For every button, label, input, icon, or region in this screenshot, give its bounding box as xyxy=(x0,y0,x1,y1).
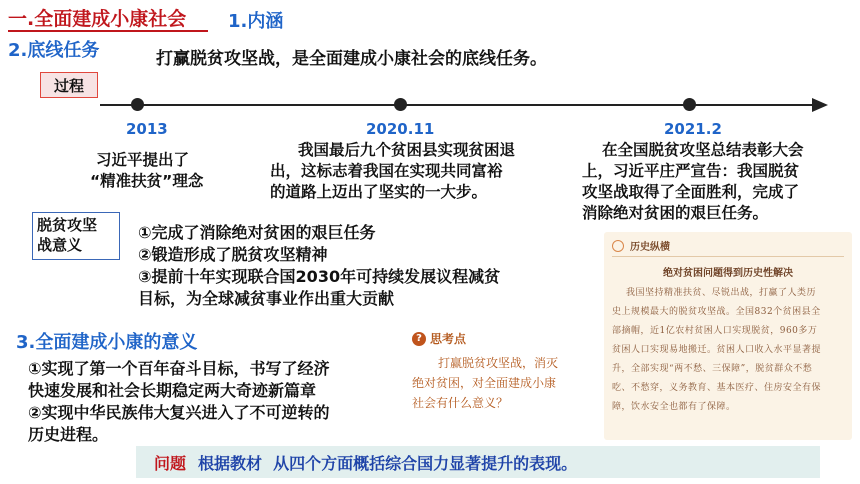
history-card-header-text: 历史纵横 xyxy=(630,242,670,253)
think-line: 社会有什么意义？ xyxy=(412,396,509,410)
section1-title: 一.全面建成小康社会 xyxy=(8,8,187,30)
history-card-line: 部摘帽，近1亿农村贫困人口实现脱贫，960多万 xyxy=(612,326,818,336)
think-header xyxy=(412,330,582,347)
history-card-title: 绝对贫困问题得到历史性解决 xyxy=(663,268,793,279)
event-2013-text xyxy=(90,150,204,192)
significance-item: ③提前十年实现联合国2030年可持续发展议程减贫 xyxy=(138,267,501,286)
history-card-header xyxy=(612,238,670,253)
section3-item: ①实现了第一个百年奋斗目标，书写了经济 xyxy=(28,359,330,378)
sub1-title: 1.内涵 xyxy=(228,11,284,32)
history-card-line: 史上规模最大的脱贫攻坚战。全国832个贫困县全 xyxy=(612,307,821,317)
pen-icon xyxy=(612,240,624,252)
history-card-line: 升，全部实现“两不愁、三保障”，脱贫群众不愁 xyxy=(612,364,813,374)
event-2021-text xyxy=(582,140,804,224)
section3-list xyxy=(28,358,330,446)
history-card-text xyxy=(612,284,848,417)
think-point xyxy=(412,330,582,426)
event-2013-line: “精准扶贫”理念 xyxy=(90,172,204,190)
history-card xyxy=(604,232,852,440)
event-2021-line: 上，习近平庄严宣告：我国脱贫 xyxy=(582,162,800,180)
baseline-statement: 打赢脱贫攻坚战，是全面建成小康社会的底线任务。 xyxy=(156,49,547,69)
event-2020-text xyxy=(270,140,515,203)
process-label xyxy=(40,72,98,98)
history-card-line: 我国坚持精准扶贫、尽锐出战，打赢了人类历 xyxy=(626,288,817,298)
event-2021-line: 在全国脱贫攻坚总结表彰大会 xyxy=(602,141,804,159)
section1-underline xyxy=(8,30,208,32)
think-header-text: 思考点 xyxy=(430,332,467,346)
significance-label-line: 脱贫攻坚 xyxy=(37,216,98,234)
significance-item: 目标，为全球减贫事业作出重大贡献 xyxy=(138,289,395,308)
think-text xyxy=(412,353,582,413)
significance-list xyxy=(138,222,500,310)
question-label: 问题 xyxy=(154,453,187,473)
history-card-divider xyxy=(612,256,844,257)
significance-label xyxy=(32,212,120,260)
significance-label-line: 战意义 xyxy=(37,236,83,254)
timeline-dot-2021 xyxy=(683,98,696,111)
history-card-line: 吃、不愁穿，义务教育、基本医疗、住房安全有保 xyxy=(612,383,822,393)
event-2020-line: 出，这标志着我国在实现共同富裕 xyxy=(270,162,503,180)
think-line: 打赢脱贫攻坚战，消灭 xyxy=(438,356,559,370)
timeline-arrow-icon xyxy=(812,98,828,112)
history-card-line: 障，饮水安全也都有了保障。 xyxy=(612,402,736,412)
event-2021-line: 攻坚战取得了全面胜利，完成了 xyxy=(582,183,800,201)
significance-item: ②锻造形成了脱贫攻坚精神 xyxy=(138,245,328,264)
section3-item: 历史进程。 xyxy=(28,425,109,444)
think-line: 绝对贫困，对全面建成小康 xyxy=(412,376,557,390)
timeline-date-2021: 2021.2 xyxy=(664,120,722,138)
timeline-date-2013: 2013 xyxy=(126,120,168,138)
event-2020-line: 我国最后九个贫困县实现贫困退 xyxy=(298,141,516,159)
timeline-dot-2020 xyxy=(394,98,407,111)
event-2021-line: 消除绝对贫困的艰巨任务。 xyxy=(582,204,769,222)
event-2013-line: 习近平提出了 xyxy=(96,151,190,169)
section3-item: 快速发展和社会长期稳定两大奇迹新篇章 xyxy=(28,381,317,400)
sub2-title: 2.底线任务 xyxy=(8,40,100,61)
significance-item: ①完成了消除绝对贫困的艰巨任务 xyxy=(138,223,376,242)
section3-title: 3.全面建成小康的意义 xyxy=(16,332,198,353)
history-card-line: 贫困人口实现易地搬迁。贫困人口收入水平显著提 xyxy=(612,345,822,355)
timeline-axis xyxy=(100,104,816,106)
question-icon: ? xyxy=(412,332,426,346)
timeline-date-2020: 2020.11 xyxy=(366,120,435,138)
section3-item: ②实现中华民族伟大复兴进入了不可逆转的 xyxy=(28,403,330,422)
question-text: 根据教材 从四个方面概括综合国力显著提升的表现。 xyxy=(198,453,578,473)
question-bar xyxy=(136,446,820,478)
event-2020-line: 的道路上迈出了坚实的一大步。 xyxy=(270,183,488,201)
timeline-dot-2013 xyxy=(131,98,144,111)
process-label-text: 过程 xyxy=(53,76,84,95)
